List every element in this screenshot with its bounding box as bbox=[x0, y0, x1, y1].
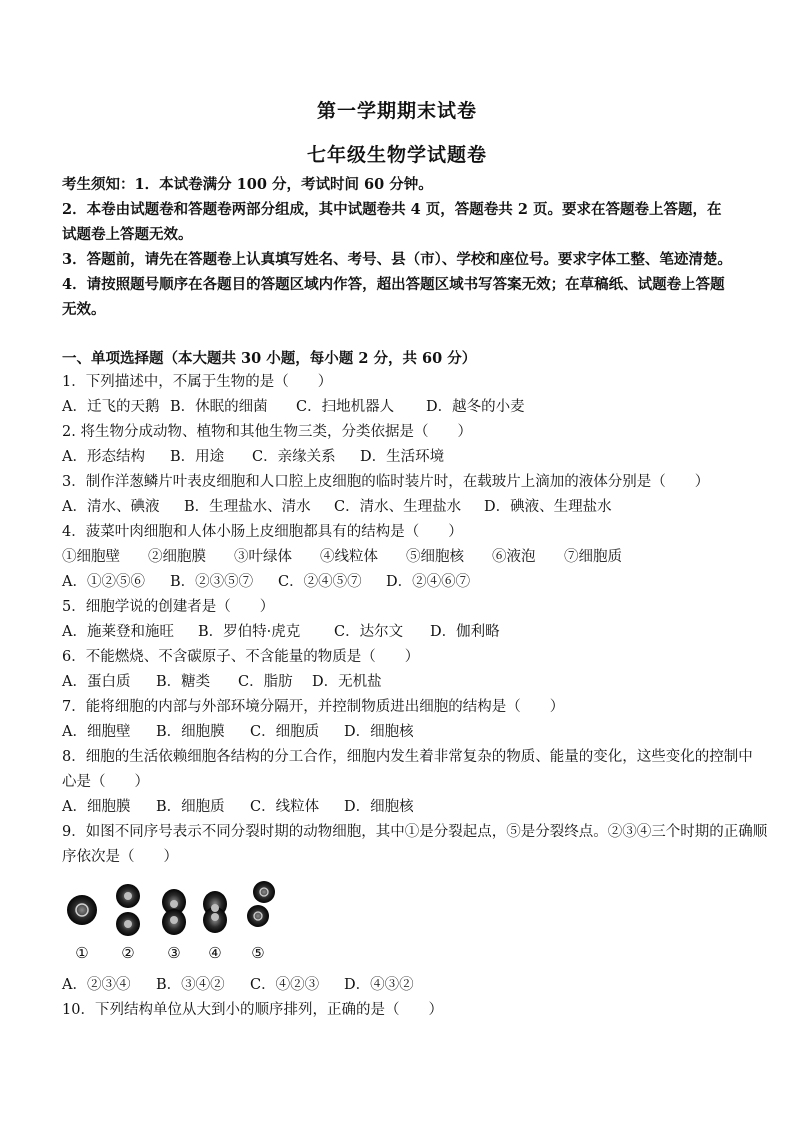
page-title: 第一学期期末试卷 bbox=[316, 100, 477, 122]
question-1-stem: 1．下列描述中，不属于生物的是（ ） bbox=[62, 374, 333, 390]
structure-item: ⑥液泡 bbox=[492, 549, 536, 565]
stage-label-1: ① bbox=[75, 944, 89, 962]
question-4-options bbox=[62, 570, 734, 595]
note-3: 3．答题前，请先在答题卷上认真填写姓名、考号、县（市）、学校和座位号。要求字体工整、笔迹清楚。 bbox=[62, 251, 732, 268]
option: C．线粒体 bbox=[250, 799, 320, 815]
stage-label-5: ⑤ bbox=[251, 944, 265, 962]
structure-item: ①细胞壁 bbox=[62, 549, 120, 565]
question-8-stem-line-1: 8．细胞的生活依赖细胞各结构的分工合作，细胞内发生着非常复杂的物质、能量的变化，这些变化的控制中 bbox=[62, 749, 753, 765]
option: A．形态结构 bbox=[62, 449, 145, 465]
option: C．④②③ bbox=[250, 977, 320, 993]
structure-item: ②细胞膜 bbox=[148, 549, 206, 565]
structure-item: ④线粒体 bbox=[320, 549, 378, 565]
question-10-stem: 10．下列结构单位从大到小的顺序排列，正确的是（ ） bbox=[62, 1002, 443, 1018]
option: B．用途 bbox=[170, 449, 225, 465]
structure-item: ③叶绿体 bbox=[234, 549, 292, 565]
option: A．细胞壁 bbox=[62, 724, 131, 740]
option: A．细胞膜 bbox=[62, 799, 131, 815]
question-1-options bbox=[62, 395, 734, 420]
option: C．脂肪 bbox=[238, 674, 293, 690]
option: A．蛋白质 bbox=[62, 674, 131, 690]
question-2-options bbox=[62, 445, 734, 470]
option: B．罗伯特·虎克 bbox=[198, 624, 301, 640]
question-9-stem-line-2: 序依次是（ ） bbox=[62, 849, 178, 865]
option: B．休眠的细菌 bbox=[170, 399, 268, 415]
option: B．②③⑤⑦ bbox=[170, 574, 254, 590]
note-1: 考生须知：1．本试卷满分 100 分，考试时间 60 分钟。 bbox=[62, 176, 433, 193]
option: C．清水、生理盐水 bbox=[334, 499, 462, 515]
question-5-options bbox=[62, 620, 734, 645]
note-4: 4．请按照题号顺序在各题目的答题区域内作答，超出答题区域书写答案无效；在草稿纸、试题卷上答题无效。 bbox=[62, 276, 725, 318]
question-4-structures bbox=[62, 545, 734, 570]
option: C．亲缘关系 bbox=[252, 449, 336, 465]
question-6-options bbox=[62, 670, 734, 695]
section-heading: 一、单项选择题（本大题共 30 小题，每小题 2 分，共 60 分） bbox=[62, 350, 477, 367]
option: A．②③④ bbox=[62, 977, 131, 993]
page-subtitle: 七年级生物学试题卷 bbox=[306, 144, 487, 166]
option: B．③④② bbox=[156, 977, 225, 993]
exam-notes bbox=[62, 172, 734, 322]
option: B．细胞质 bbox=[156, 799, 225, 815]
question-7-options bbox=[62, 720, 734, 745]
option: B．生理盐水、清水 bbox=[184, 499, 311, 515]
question-3-options bbox=[62, 495, 734, 520]
option: C．细胞质 bbox=[250, 724, 320, 740]
option: D．无机盐 bbox=[312, 674, 382, 690]
option: A．清水、碘液 bbox=[62, 499, 160, 515]
option: B．糖类 bbox=[156, 674, 211, 690]
option: C．扫地机器人 bbox=[296, 399, 395, 415]
question-6-stem: 6．不能燃烧、不含碳原子、不含能量的物质是（ ） bbox=[62, 649, 420, 665]
structure-item: ⑤细胞核 bbox=[406, 549, 464, 565]
cell-stage-4 bbox=[203, 891, 227, 933]
option: D．生活环境 bbox=[360, 449, 445, 465]
option: D．越冬的小麦 bbox=[426, 399, 525, 415]
option: D．④③② bbox=[344, 977, 414, 993]
question-8-options bbox=[62, 795, 734, 820]
question-9-options bbox=[62, 973, 414, 994]
cell-division-svg bbox=[62, 880, 302, 966]
question-2-stem: 2. 将生物分成动物、植物和其他生物三类，分类依据是（ ） bbox=[62, 424, 472, 440]
option: A．施莱登和施旺 bbox=[62, 624, 174, 640]
option: C．②④⑤⑦ bbox=[278, 574, 362, 590]
cell-division-figure bbox=[62, 880, 302, 966]
option: A．迁飞的天鹅 bbox=[62, 399, 160, 415]
structure-item: ⑦细胞质 bbox=[564, 549, 622, 565]
question-4-stem: 4．菠菜叶肉细胞和人体小肠上皮细胞都具有的结构是（ ） bbox=[62, 524, 463, 540]
stage-label-2: ② bbox=[121, 944, 135, 962]
question-7-stem: 7．能将细胞的内部与外部环境分隔开，并控制物质进出细胞的结构是（ ） bbox=[62, 699, 565, 715]
option: D．伽利略 bbox=[430, 624, 500, 640]
option: C．达尔文 bbox=[334, 624, 404, 640]
option: D．细胞核 bbox=[344, 799, 414, 815]
cell-stage-1 bbox=[67, 895, 97, 925]
option: D．碘液、生理盐水 bbox=[484, 499, 612, 515]
option: B．细胞膜 bbox=[156, 724, 225, 740]
option: D．细胞核 bbox=[344, 724, 414, 740]
question-9-stem-line-1: 9．如图不同序号表示不同分裂时期的动物细胞，其中①是分裂起点，⑤是分裂终点。②③④三个时期的正确顺 bbox=[62, 824, 768, 840]
question-list bbox=[62, 370, 768, 870]
question-3-stem: 3．制作洋葱鳞片叶表皮细胞和人口腔上皮细胞的临时装片时，在载玻片上滴加的液体分别是（ ） bbox=[62, 474, 710, 490]
question-8-stem-line-2: 心是（ ） bbox=[62, 774, 149, 790]
stage-label-3: ③ bbox=[167, 944, 181, 962]
option: A．①②⑤⑥ bbox=[62, 574, 145, 590]
note-2: 2．本卷由试题卷和答题卷两部分组成，其中试题卷共 4 页，答题卷共 2 页。要求在答题卷上答题，在试题卷上答题无效。 bbox=[62, 201, 722, 243]
option: D．②④⑥⑦ bbox=[386, 574, 471, 590]
cell-stage-3 bbox=[162, 889, 186, 935]
question-5-stem: 5．细胞学说的创建者是（ ） bbox=[62, 599, 275, 615]
cell-stage-2 bbox=[116, 884, 140, 936]
stage-label-4: ④ bbox=[208, 944, 222, 962]
cell-stage-5 bbox=[247, 881, 275, 927]
